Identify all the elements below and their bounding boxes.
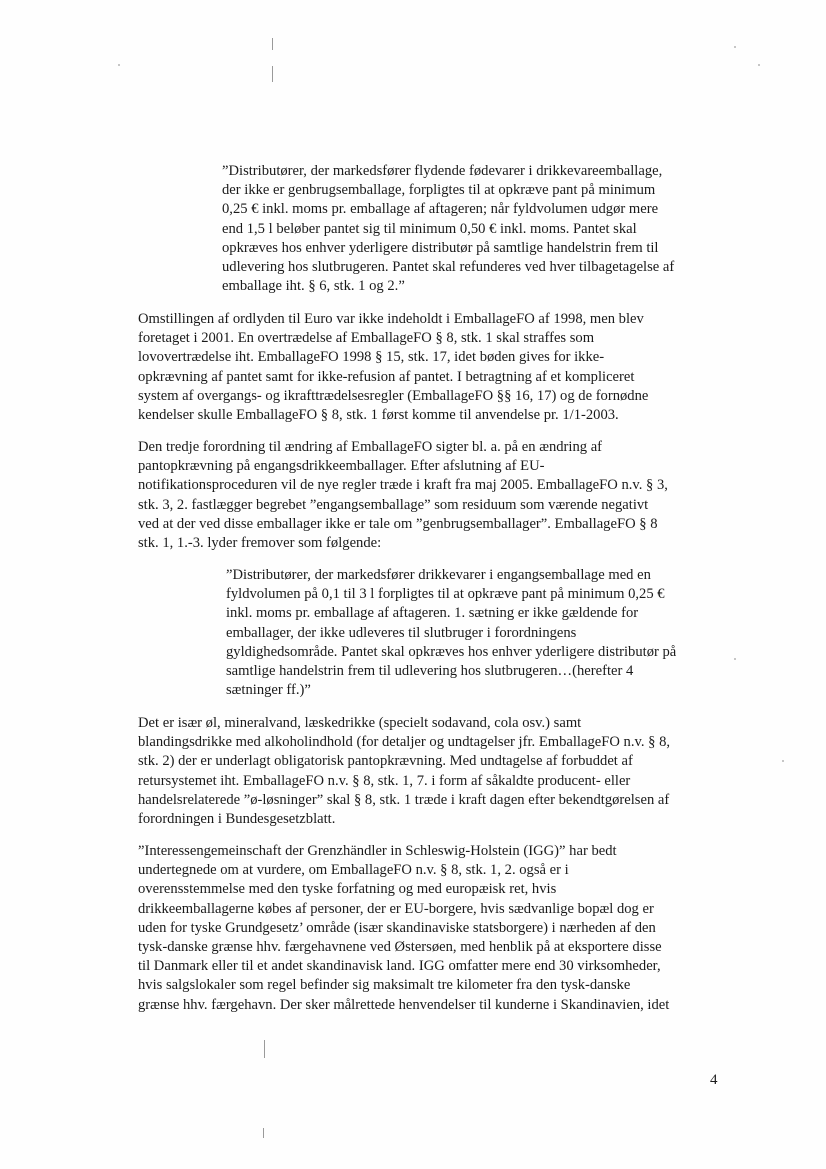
text-line: gyldighedsområde. Pantet skal opkræves hos enhver yderligere distributør på <box>226 643 677 660</box>
text-line: inkl. moms pr. emballage af aftageren. 1. sætning er ikke gældende for <box>226 605 639 622</box>
text-line: ”Interessengemeinschaft der Grenzhändler in Schleswig-Holstein (IGG)” har bedt <box>138 843 617 859</box>
scan-line-bottom <box>264 1040 265 1058</box>
scan-line-top-2 <box>272 66 273 82</box>
text-line: Det er især øl, mineralvand, læskedrikke (specielt sodavand, cola osv.) samt <box>138 715 582 731</box>
text-line: opkræves hos enhver yderligere distributør på samtlige handelstrin frem til <box>222 239 659 256</box>
text-line: der ikke er genbrugsemballage, forpligtes til at opkræve pant på minimum <box>222 182 656 199</box>
text-line: fyldvolumen på 0,1 til 3 l forpligtes til at opkræve pant på minimum 0,25 € <box>226 586 665 603</box>
text-line: emballage iht. § 6, stk. 1 og 2.” <box>222 278 405 295</box>
scan-line-top <box>272 38 273 50</box>
text-line: foretaget i 2001. En overtrædelse af EmballageFO § 8, stk. 1 skal straffes som <box>138 330 595 347</box>
text-line: til Danmark eller til et andet skandinavisk land. IGG omfatter mere end 30 virksomheder, <box>138 958 661 975</box>
page-number: 4 <box>710 1072 718 1088</box>
scan-speck <box>118 64 120 66</box>
paragraph-4 <box>138 842 669 1015</box>
text-line: blandingsdrikke med alkoholindhold (for detaljer og undtagelser jfr. EmballageFO n.v. § 8, <box>138 734 671 751</box>
quote-block-2 <box>226 566 676 700</box>
text-line: Den tredje forordning til ændring af EmballageFO sigter bl. a. på en ændring af <box>138 439 603 455</box>
text-line: ”Distributører, der markedsfører flydende fødevarer i drikkevareemballage, <box>222 163 663 179</box>
text-line: uden for tyske Grundgesetz’ område (især skandinaviske statsborgere) i nærheden af den <box>138 919 656 936</box>
text-line: ”Distributører, der markedsfører drikkevarer i engangsemballage med en <box>226 567 651 583</box>
text-line: 0,25 € inkl. moms pr. emballage af aftageren; når fyldvolumen udgør mere <box>222 201 659 218</box>
text-line: stk. 1, 1.-3. lyder fremover som følgende: <box>138 535 382 552</box>
text-line: overensstemmelse med den tyske forfatning og med europæisk ret, hvis <box>138 881 557 898</box>
text-line: emballager, der ikke udleveres til slutbruger i forordningens <box>226 624 577 641</box>
scan-speck <box>782 760 784 762</box>
text-line: undertegnede om at vurdere, om EmballageFO n.v. § 8, stk. 1, 2. også er i <box>138 862 569 879</box>
text-line: pantopkrævning på engangsdrikkeemballager. Efter afslutning af EU- <box>138 458 545 475</box>
scan-speck <box>734 658 736 660</box>
text-line: retursystemet iht. EmballageFO n.v. § 8, stk. 1, 7. i form af såkaldte producent- eller <box>138 772 631 789</box>
text-line: sætninger ff.)” <box>226 682 311 699</box>
text-line: stk. 2) der er underlagt obligatorisk pantopkrævning. Med undtagelse af forbuddet af <box>138 753 633 770</box>
scan-speck <box>734 46 736 48</box>
text-line: opkrævning af pantet samt for ikke-refusion af pantet. I betragtning af et kompliceret <box>138 368 635 385</box>
text-line: udlevering hos slutbrugeren. Pantet skal refunderes ved hver tilbagetagelse af <box>222 259 675 276</box>
text-line: kendelser skulle EmballageFO § 8, stk. 1 først komme til anvendelse pr. 1/1-2003. <box>138 407 619 424</box>
text-line: system af overgangs- og ikrafttrædelsesregler (EmballageFO §§ 16, 17) og de fornødne <box>138 387 649 404</box>
scan-speck <box>758 64 760 66</box>
text-line: end 1,5 l beløber pantet sig til minimum 0,50 € inkl. moms. Pantet skal <box>222 220 637 237</box>
paragraph-3 <box>138 714 670 829</box>
paragraph-2 <box>138 438 668 553</box>
text-line: tysk-danske grænse hhv. færgehavnene ved Østersøen, med henblik på at eksportere disse <box>138 939 662 956</box>
text-line: Omstillingen af ordlyden til Euro var ikke indeholdt i EmballageFO af 1998, men blev <box>138 311 644 327</box>
paragraph-1 <box>138 310 648 425</box>
scan-line-bottom-2 <box>263 1128 264 1138</box>
text-line: notifikationsproceduren vil de nye regler træde i kraft fra maj 2005. EmballageFO n.v. § 3, <box>138 477 668 494</box>
quote-block-1 <box>222 162 674 296</box>
text-line: handelsrelaterede ”ø-løsninger” skal § 8, stk. 1 træde i kraft dagen efter bekendtgørelsen af <box>138 791 670 808</box>
text-line: ved at der ved disse emballager ikke er tale om ”genbrugsemballager”. EmballageFO § 8 <box>138 515 658 532</box>
text-line: hvis salgslokaler som regel befinder sig maksimalt tre kilometer fra den tysk-danske <box>138 977 631 994</box>
text-line: stk. 3, 2. fastlægger begrebet ”engangsemballage” som residuum som værende negativt <box>138 496 649 513</box>
text-line: samtlige handelstrin frem til udlevering hos slutbrugeren…(herefter 4 <box>226 663 634 680</box>
text-line: grænse hhv. færgehavn. Der sker målrettede henvendelser til kunderne i Skandinavien, idet <box>138 996 670 1013</box>
text-line: forordningen i Bundesgesetzblatt. <box>138 811 336 828</box>
text-line: lovovertrædelse iht. EmballageFO 1998 § 15, stk. 17, idet bøden gives for ikke- <box>138 349 605 366</box>
text-line: drikkeemballagerne købes af personer, der er EU-borgere, hvis sædvanlige bopæl dog er <box>138 900 654 917</box>
